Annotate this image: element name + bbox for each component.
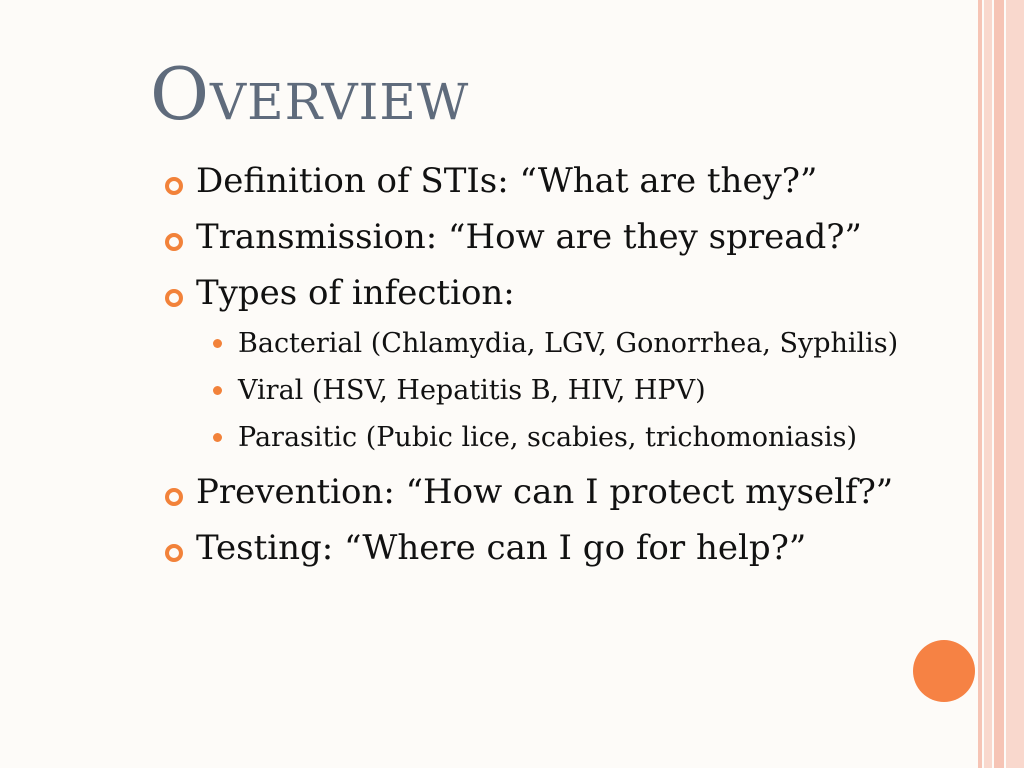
bullet-text: Definition of STIs: “What are they?” <box>196 161 818 201</box>
dot-bullet-icon <box>213 339 222 348</box>
ring-bullet-icon <box>165 233 183 251</box>
bullet-text: Testing: “Where can I go for help?” <box>196 527 807 568</box>
sub-bullet-item <box>213 326 965 361</box>
slide-title: Overview <box>150 52 470 136</box>
bullet-text: Types of infection: <box>196 273 515 314</box>
bullet-item <box>165 162 965 201</box>
bullet-list <box>165 162 965 585</box>
decorative-stripe <box>1006 0 1024 768</box>
sub-bullet-item <box>213 373 965 408</box>
dot-bullet-icon <box>213 386 222 395</box>
bullet-item <box>165 218 965 257</box>
sub-bullet-text: Parasitic (Pubic lice, scabies, trichomoniasis) <box>238 422 857 454</box>
sub-bullet-text: Viral (HSV, Hepatitis B, HIV, HPV) <box>238 375 706 407</box>
ring-bullet-icon <box>165 544 183 562</box>
decorative-circle <box>913 640 975 702</box>
bullet-item <box>165 274 965 313</box>
decorative-stripe <box>984 0 992 768</box>
bullet-item <box>165 473 965 512</box>
bullet-item <box>165 529 965 568</box>
ring-bullet-icon <box>165 289 183 307</box>
ring-bullet-icon <box>165 177 183 195</box>
sub-bullet-text: Bacterial (Chlamydia, LGV, Gonorrhea, Syphilis) <box>238 328 899 360</box>
decorative-stripe <box>994 0 1004 768</box>
bullet-text: Transmission: “How are they spread?” <box>196 217 862 258</box>
sub-bullet-list <box>213 326 965 455</box>
sub-bullet-item <box>213 420 965 455</box>
dot-bullet-icon <box>213 433 222 442</box>
decorative-stripe <box>978 0 982 768</box>
bullet-text: Prevention: “How can I protect myself?” <box>196 471 894 512</box>
ring-bullet-icon <box>165 488 183 506</box>
